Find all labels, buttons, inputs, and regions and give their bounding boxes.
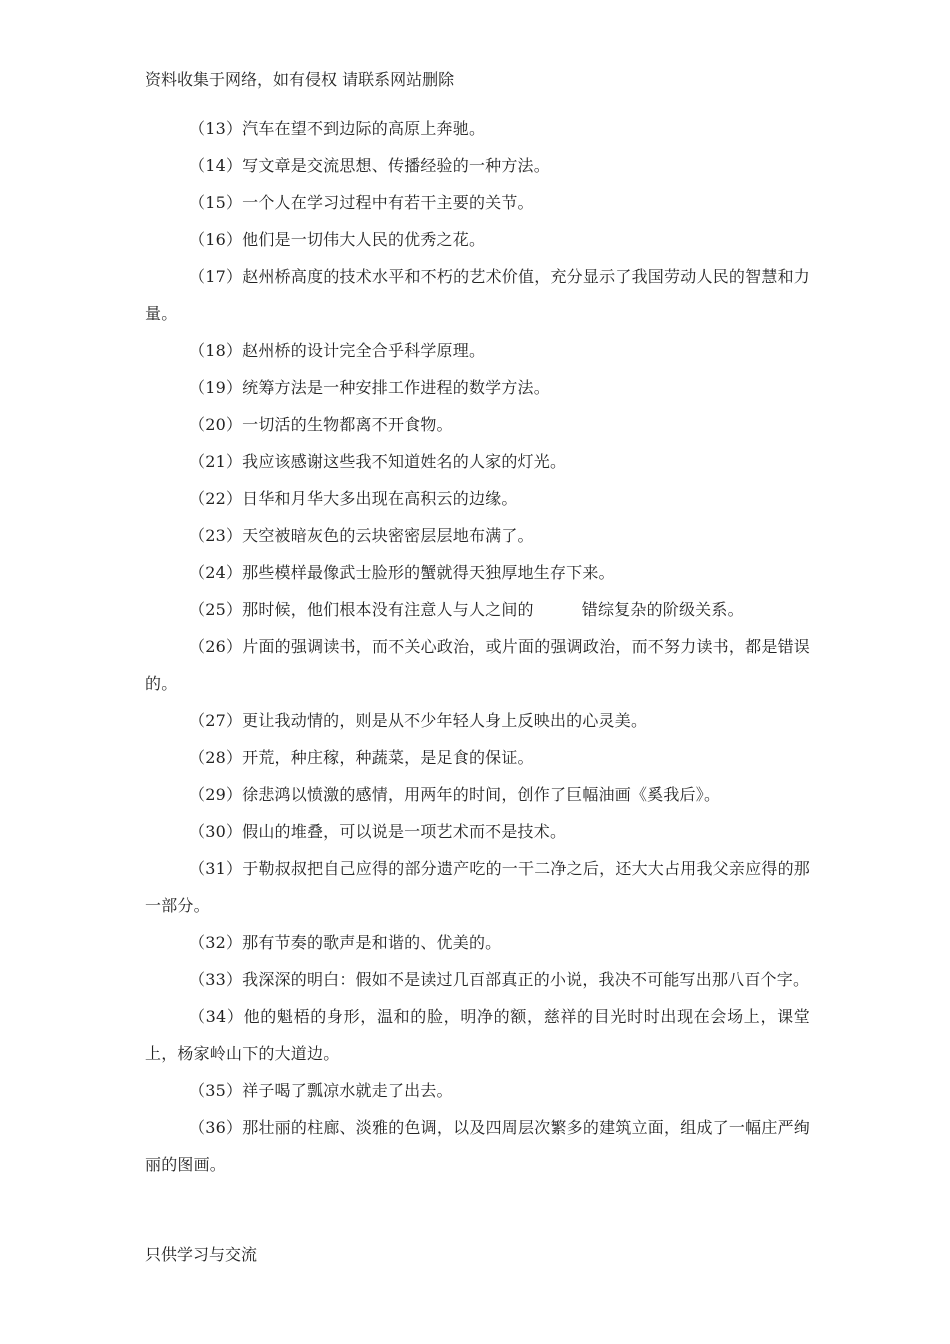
sentence-27: （27）更让我动情的，则是从不少年轻人身上反映出的心灵美。 — [189, 711, 648, 730]
sentence-14: （14）写文章是交流思想、传播经验的一种方法。 — [189, 156, 550, 175]
sentence-29: （29）徐悲鸿以愤激的感情，用两年的时间，创作了巨幅油画《奚我后》。 — [189, 785, 721, 804]
sentence-18: （18）赵州桥的设计完全合乎科学原理。 — [189, 341, 486, 360]
sentence-25-head: （25）那时候，他们根本没有注意人与人之间的 — [189, 600, 534, 619]
sentence-17: （17）赵州桥高度的技术水平和不朽的艺术价值，充分显示了我国劳动人民的智慧和力量。 — [145, 267, 810, 323]
sentence-30: （30）假山的堆叠，可以说是一项艺术而不是技术。 — [189, 822, 567, 841]
sentence-21: （21）我应该感谢这些我不知道姓名的人家的灯光。 — [189, 452, 567, 471]
page-footer: 只供学习与交流 — [145, 1245, 258, 1264]
sentence-33: （33）我深深的明白：假如不是读过几百部真正的小说，我决不可能写出那八百个字。 — [189, 970, 810, 989]
sentence-25 — [145, 591, 810, 628]
sentence-28: （28）开荒，种庄稼，种蔬菜，是足食的保证。 — [189, 748, 534, 767]
page-header: 资料收集于网络，如有侵权 请联系网站删除 — [145, 70, 455, 89]
sentence-list — [145, 110, 810, 1183]
sentence-34: （34）他的魁梧的身形，温和的脸，明净的额，慈祥的目光时时出现在会场上，课堂上，杨家岭山下的大道边。 — [145, 1007, 810, 1063]
sentence-24: （24）那些模样最像武士脸形的蟹就得天独厚地生存下来。 — [189, 563, 615, 582]
sentence-32: （32）那有节奏的歌声是和谐的、优美的。 — [189, 933, 502, 952]
sentence-20: （20）一切活的生物都离不开食物。 — [189, 415, 453, 434]
sentence-26: （26）片面的强调读书，而不关心政治，或片面的强调政治，而不努力读书，都是错误的。 — [145, 637, 810, 693]
sentence-36: （36）那壮丽的柱廊、淡雅的色调，以及四周层次繁多的建筑立面，组成了一幅庄严绚丽的图画。 — [145, 1118, 810, 1174]
sentence-13: （13）汽车在望不到边际的高原上奔驰。 — [189, 119, 486, 138]
sentence-23: （23）天空被暗灰色的云块密密层层地布满了。 — [189, 526, 534, 545]
sentence-16: （16）他们是一切伟大人民的优秀之花。 — [189, 230, 486, 249]
sentence-22: （22）日华和月华大多出现在高积云的边缘。 — [189, 489, 518, 508]
sentence-25-tail: 错综复杂的阶级关系。 — [581, 600, 744, 619]
sentence-35: （35）祥子喝了瓢凉水就走了出去。 — [189, 1081, 453, 1100]
sentence-15: （15）一个人在学习过程中有若干主要的关节。 — [189, 193, 534, 212]
sentence-19: （19）统筹方法是一种安排工作进程的数学方法。 — [189, 378, 550, 397]
sentence-31: （31）于勒叔叔把自己应得的部分遗产吃的一干二净之后，还大大占用我父亲应得的那一部分。 — [145, 859, 810, 915]
